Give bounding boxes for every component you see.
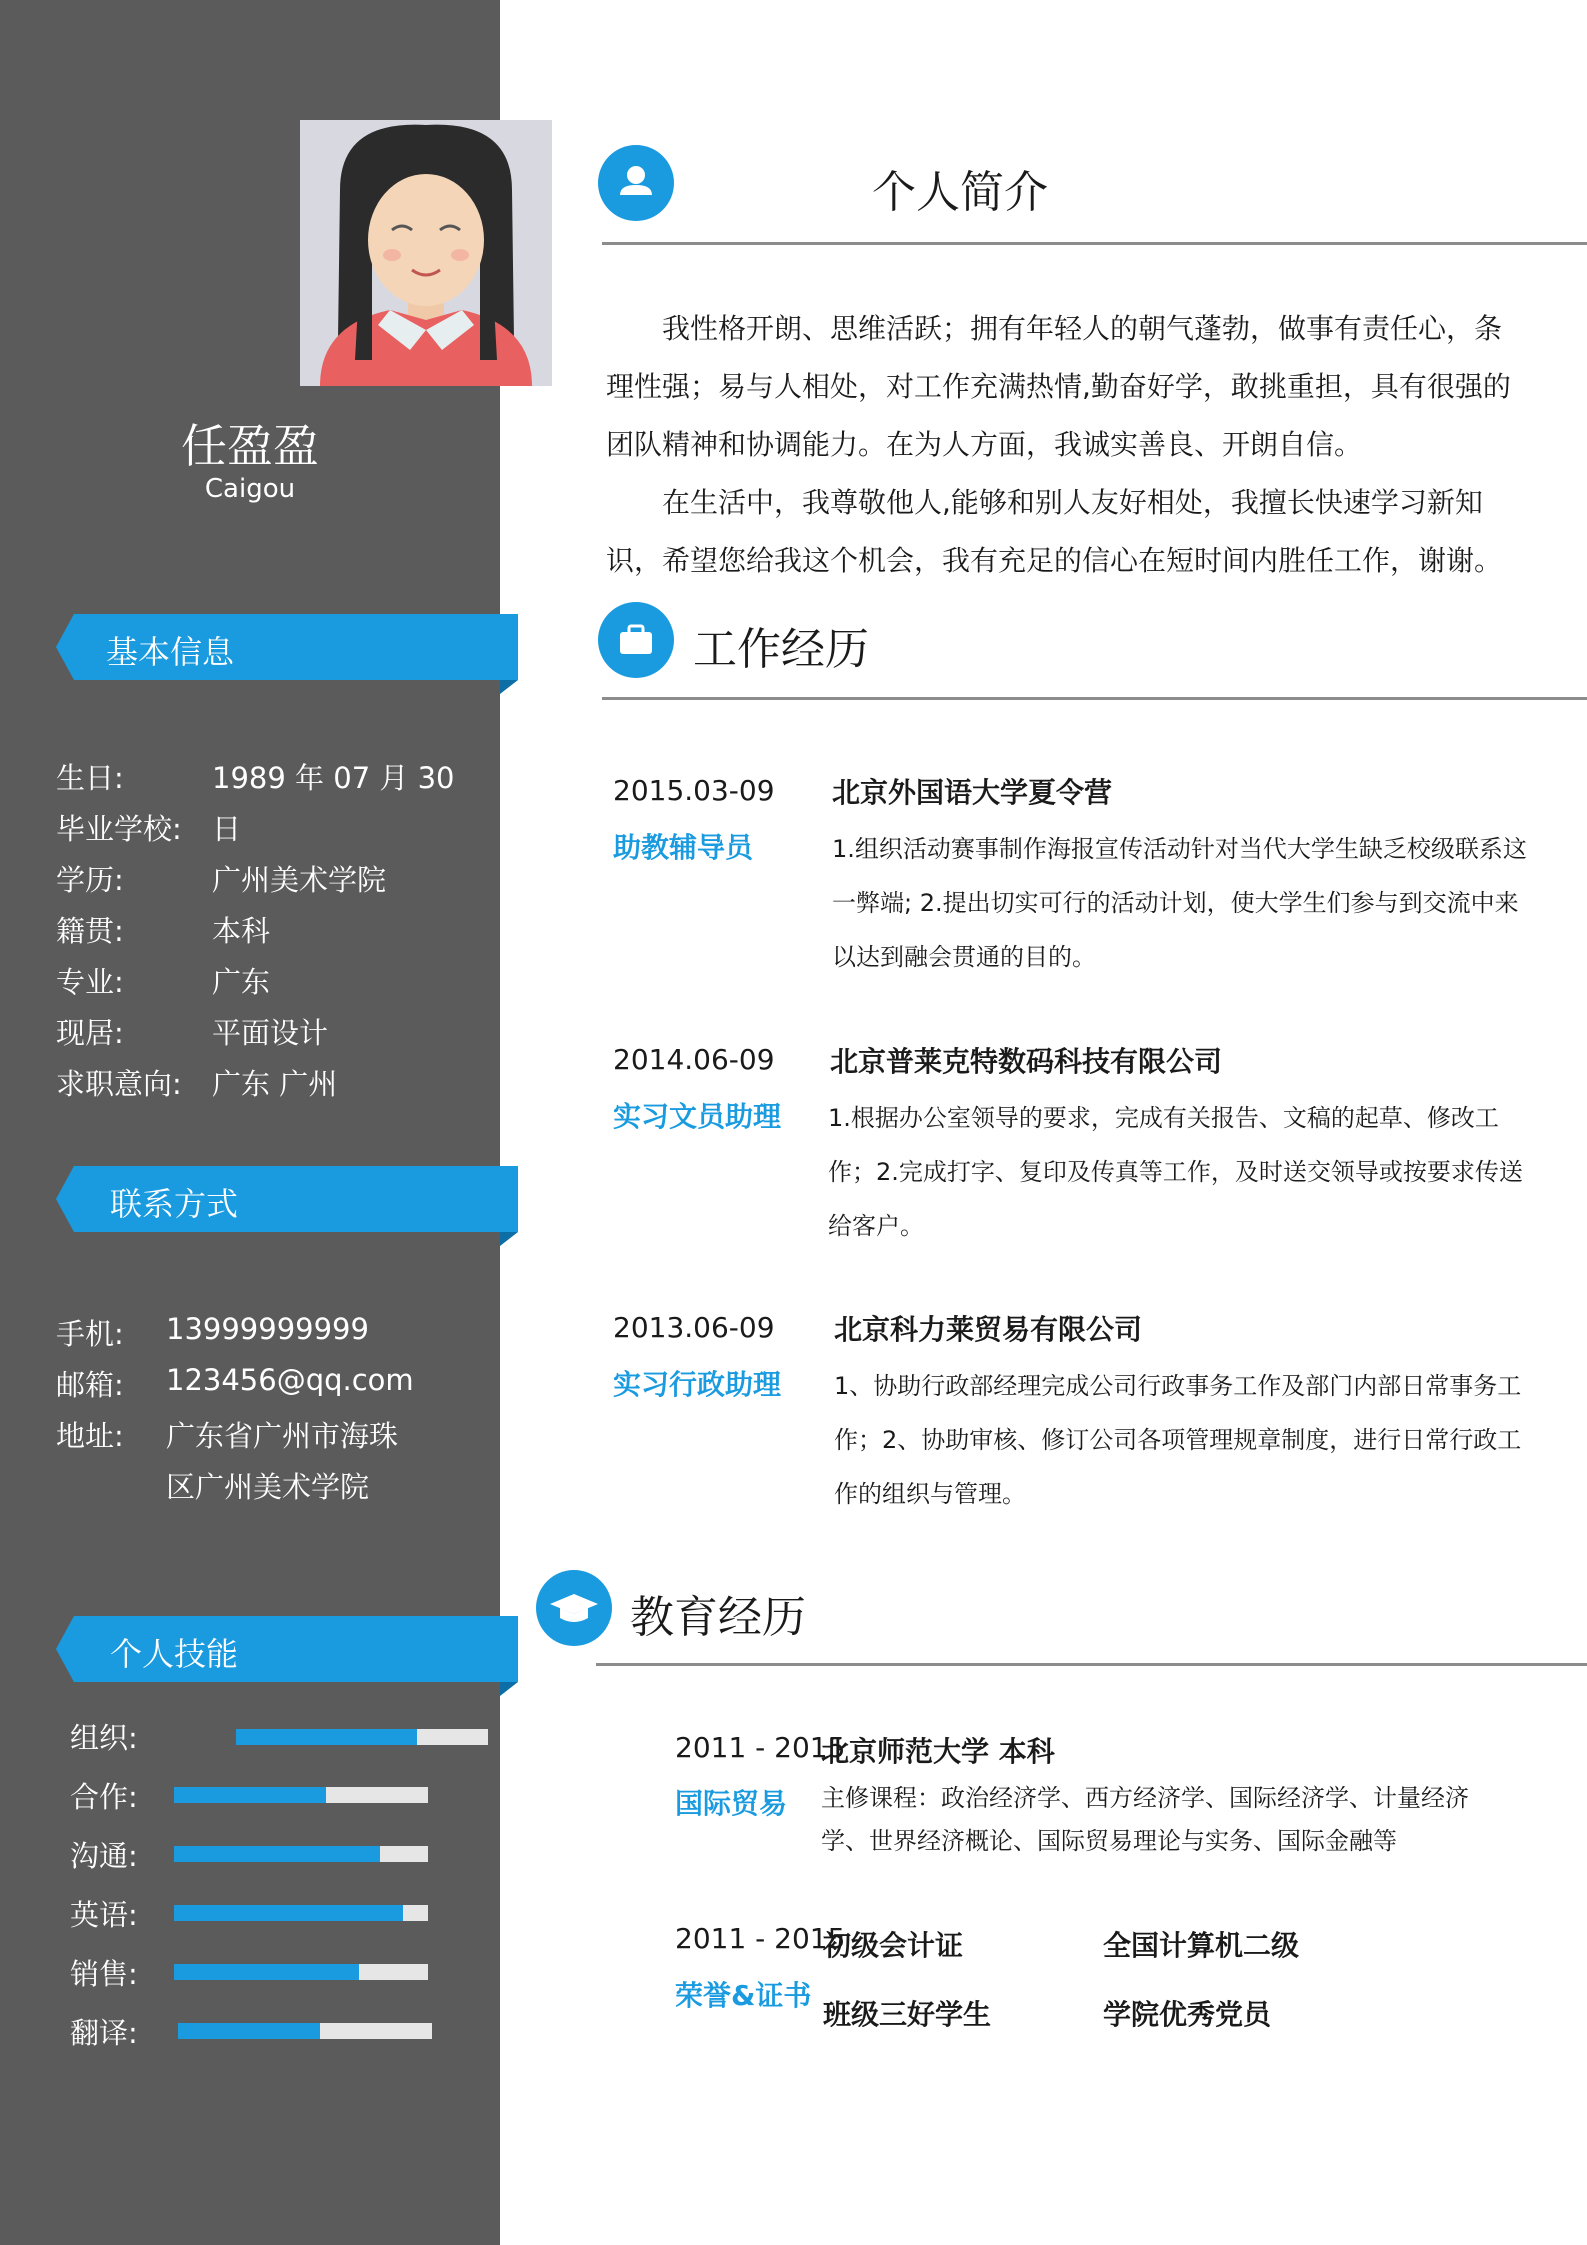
briefcase-icon <box>598 602 674 678</box>
work-role: 助教辅导员 <box>613 831 754 864</box>
skill-label: 沟通: <box>70 1839 138 1873</box>
person-english-name: Caigou <box>204 474 296 504</box>
intro-text <box>606 300 1526 590</box>
skill-bar <box>174 1964 428 1980</box>
honor-item: 初级会计证 <box>823 1929 964 1962</box>
work-role: 实习文员助理 <box>613 1100 782 1133</box>
skill-label: 组织: <box>70 1721 138 1755</box>
section-title-skills: 个人技能 <box>110 1635 239 1673</box>
skill-label: 翻译: <box>70 2016 138 2050</box>
honor-item: 学院优秀党员 <box>1103 1998 1272 2031</box>
work-company: 北京外国语大学夏令营 <box>832 776 1113 809</box>
work-date: 2014.06-09 <box>613 1043 775 1076</box>
section-banner-skills <box>56 1616 518 1682</box>
work-date: 2013.06-09 <box>613 1311 775 1344</box>
skill-label: 英语: <box>70 1898 138 1932</box>
skill-label: 销售: <box>70 1957 138 1991</box>
skill-bar <box>178 2023 432 2039</box>
work-description: 1、协助行政部经理完成公司行政事务工作及部门内部日常事务工作；2、协助审核、修订公司各项管理规章制度，进行日常行政工作的组织与管理。 <box>834 1372 1522 1508</box>
section-banner-basic <box>56 614 518 680</box>
work-company: 北京普莱克特数码科技有限公司 <box>830 1045 1223 1078</box>
section-banner-contact <box>56 1166 518 1232</box>
section-title-intro: 个人简介 <box>872 167 1048 218</box>
work-date: 2015.03-09 <box>613 774 775 807</box>
education-major: 国际贸易 <box>675 1787 788 1820</box>
work-company: 北京科力莱贸易有限公司 <box>834 1313 1143 1346</box>
honor-item: 班级三好学生 <box>823 1998 992 2031</box>
honor-item: 全国计算机二级 <box>1103 1929 1300 1962</box>
person-name: 任盈盈 <box>181 419 319 473</box>
sidebar: 任盈盈 Caigou 基本信息 生日: 1989 年 07 月 30 毕业学校: 日 学历: 广州美术学院 籍贯: 本科 专业: 广东 现居: 平面设计 求职意向: 广东 广州 联系方式 手机: 13999999999 邮箱: 123456@qq.com 地址: 广东省广州市海珠 区广州美术学院 个人技能 组织: 合作: 沟通: 英语: 销售: 翻译: <box>0 0 500 2245</box>
skill-bar <box>174 1787 428 1803</box>
skill-label: 合作: <box>70 1780 138 1814</box>
section-title-contact: 联系方式 <box>110 1185 239 1223</box>
section-divider <box>602 242 1587 245</box>
section-divider <box>596 1663 1587 1666</box>
education-school: 北京师范大学 本科 <box>821 1735 1055 1768</box>
work-description: 1.组织活动赛事制作海报宣传活动针对当代大学生缺乏校级联系这一弊端; 2.提出切实可行的活动计划，使大学生们参与到交流中来以达到融会贯通的目的。 <box>832 835 1527 971</box>
person-icon <box>598 145 674 221</box>
avatar <box>300 120 552 386</box>
honors-label: 荣誉&证书 <box>675 1979 812 2012</box>
honors-date: 2011 - 2015 <box>675 1922 846 1955</box>
graduation-cap-icon <box>536 1570 612 1646</box>
section-divider <box>602 697 1587 700</box>
skill-bar <box>174 1846 428 1862</box>
education-date: 2011 - 2015 <box>675 1731 846 1764</box>
skill-bar <box>236 1729 488 1745</box>
section-title-basic: 基本信息 <box>106 633 235 671</box>
work-description: 1.根据办公室领导的要求，完成有关报告、文稿的起草、修改工作；2.完成打字、复印及传真等工作，及时送交领导或按要求传送给客户。 <box>828 1104 1523 1240</box>
section-title-work: 工作经历 <box>693 624 869 675</box>
work-role: 实习行政助理 <box>613 1368 782 1401</box>
intro-paragraph: 我性格开朗、思维活跃；拥有年轻人的朝气蓬勃，做事有责任心，条理性强；易与人相处，对工作充满热情,勤奋好学，敢挑重担，具有很强的团队精神和协调能力。在为人方面，我诚实善良、开朗自信。 <box>606 312 1511 461</box>
education-courses: 主修课程：政治经济学、西方经济学、国际经济学、计量经济学、世界经济概论、国际贸易理论与实务、国际金融等 <box>821 1784 1469 1855</box>
intro-paragraph: 在生活中，我尊敬他人,能够和别人友好相处，我擅长快速学习新知识，希望您给我这个机会，我有充足的信心在短时间内胜任工作，谢谢。 <box>606 486 1503 577</box>
section-title-education: 教育经历 <box>630 1592 806 1643</box>
skill-bar <box>174 1905 428 1921</box>
